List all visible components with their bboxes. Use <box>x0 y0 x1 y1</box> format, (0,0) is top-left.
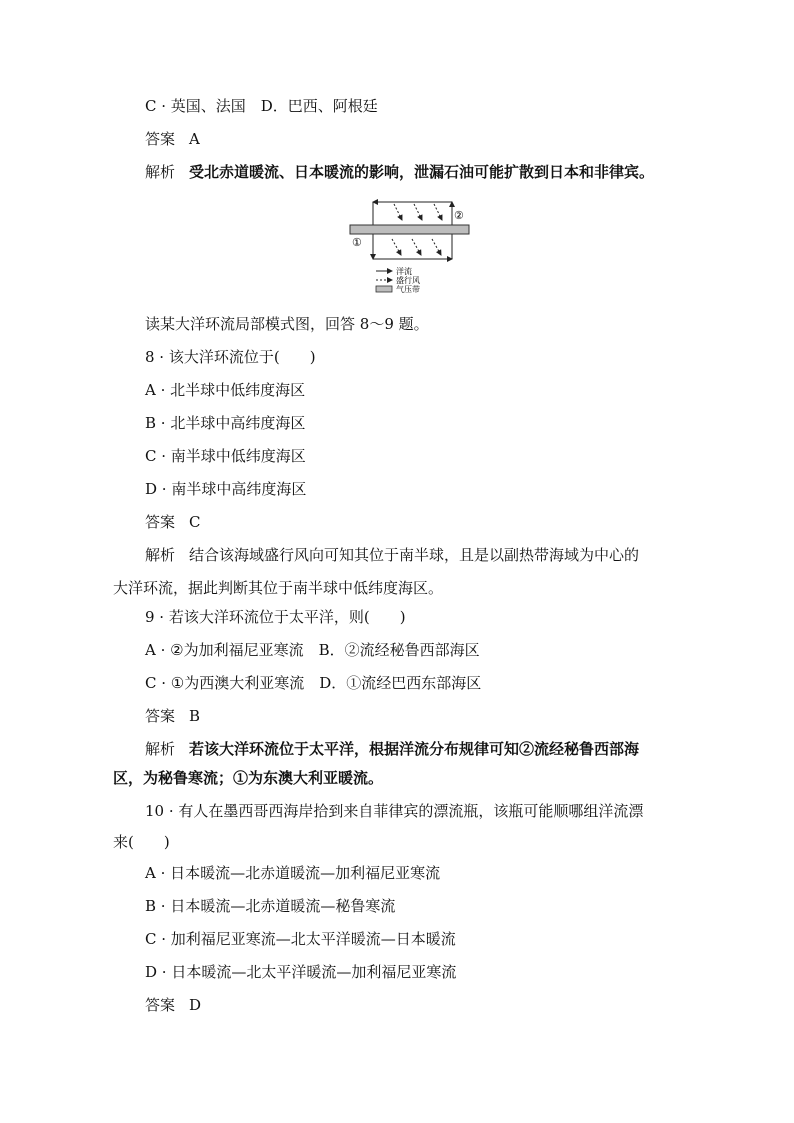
q8-option-b: B · 北半球中高纬度海区 <box>145 414 306 432</box>
q7-answer <box>145 129 200 149</box>
answer-label: 答案 <box>145 130 176 148</box>
q7-analysis <box>145 162 654 182</box>
q10-stem-line2: 来( ) <box>113 833 170 851</box>
q9-answer <box>145 706 200 726</box>
legend-belt-label: 气压带 <box>396 285 420 294</box>
q10-option-a: A · 日本暖流—北赤道暖流—加利福尼亚寒流 <box>145 864 441 882</box>
q9-analysis-line2: 区，为秘鲁寒流；①为东澳大利亚暖流。 <box>113 769 384 787</box>
answer-label: 答案 <box>145 996 176 1014</box>
q8-analysis-line2: 大洋环流，据此判断其位于南半球中低纬度海区。 <box>113 579 444 597</box>
answer-value: B <box>189 707 201 725</box>
wind-arrow <box>414 204 422 220</box>
q9-analysis-line1 <box>145 739 639 759</box>
q8-analysis-line1 <box>145 545 639 565</box>
q10-option-c: C · 加利福尼亚寒流—北太平洋暖流—日本暖流 <box>145 930 456 948</box>
q9-options-ab: A · ②为加利福尼亚寒流 B．②流经秘鲁西部海区 <box>145 641 480 659</box>
marker-2: ② <box>454 209 464 222</box>
analysis-label: 解析 <box>145 740 176 758</box>
analysis-text: 受北赤道暖流、日本暖流的影响，泄漏石油可能扩散到日本和非律宾。 <box>189 163 655 181</box>
q10-option-d: D · 日本暖流—北太平洋暖流—加利福尼亚寒流 <box>145 963 457 981</box>
wind-arrow <box>392 239 401 255</box>
marker-1: ① <box>352 236 362 249</box>
q9-options-cd: C · ①为西澳大利亚寒流 D．①流经巴西东部海区 <box>145 674 482 692</box>
legend-current-label: 洋流 <box>396 267 412 276</box>
q8-option-a: A · 北半球中低纬度海区 <box>145 381 306 399</box>
q8-option-c: C · 南半球中低纬度海区 <box>145 447 306 465</box>
legend-belt-icon <box>376 286 392 292</box>
wind-arrow <box>434 204 442 220</box>
wind-arrow <box>394 204 402 220</box>
wind-arrow <box>412 239 421 255</box>
q8-answer <box>145 512 201 532</box>
wind-arrow <box>432 239 441 255</box>
answer-value: C <box>189 513 201 531</box>
analysis-label: 解析 <box>145 163 176 181</box>
legend-wind-label: 盛行风 <box>396 276 420 285</box>
answer-value: D <box>189 996 202 1014</box>
q10-option-b: B · 日本暖流—北赤道暖流—秘鲁寒流 <box>145 897 396 915</box>
q10-answer <box>145 995 201 1015</box>
ocean-circulation-diagram <box>340 195 480 297</box>
answer-value: A <box>189 130 200 148</box>
q8-option-d: D · 南半球中高纬度海区 <box>145 480 307 498</box>
answer-label: 答案 <box>145 707 176 725</box>
analysis-text: 若该大洋环流位于太平洋，根据洋流分布规律可知②流经秘鲁西部海 <box>189 740 640 758</box>
q9-stem: 9 · 若该大洋环流位于太平洋，则( ) <box>145 608 406 626</box>
q10-stem-line1: 10 · 有人在墨西哥西海岸拾到来自菲律宾的漂流瓶，该瓶可能顺哪组洋流漂 <box>145 802 644 820</box>
q7-option-c: C · 英国、法国 D．巴西、阿根廷 <box>145 97 378 115</box>
analysis-text: 结合该海域盛行风向可知其位于南半球，且是以副热带海域为中心的 <box>189 546 640 564</box>
intro-text: 读某大洋环流局部模式图，回答 8～9 题。 <box>145 315 429 333</box>
q8-stem: 8 · 该大洋环流位于( ) <box>145 348 316 366</box>
pressure-belt <box>350 225 469 234</box>
answer-label: 答案 <box>145 513 176 531</box>
analysis-label: 解析 <box>145 546 176 564</box>
